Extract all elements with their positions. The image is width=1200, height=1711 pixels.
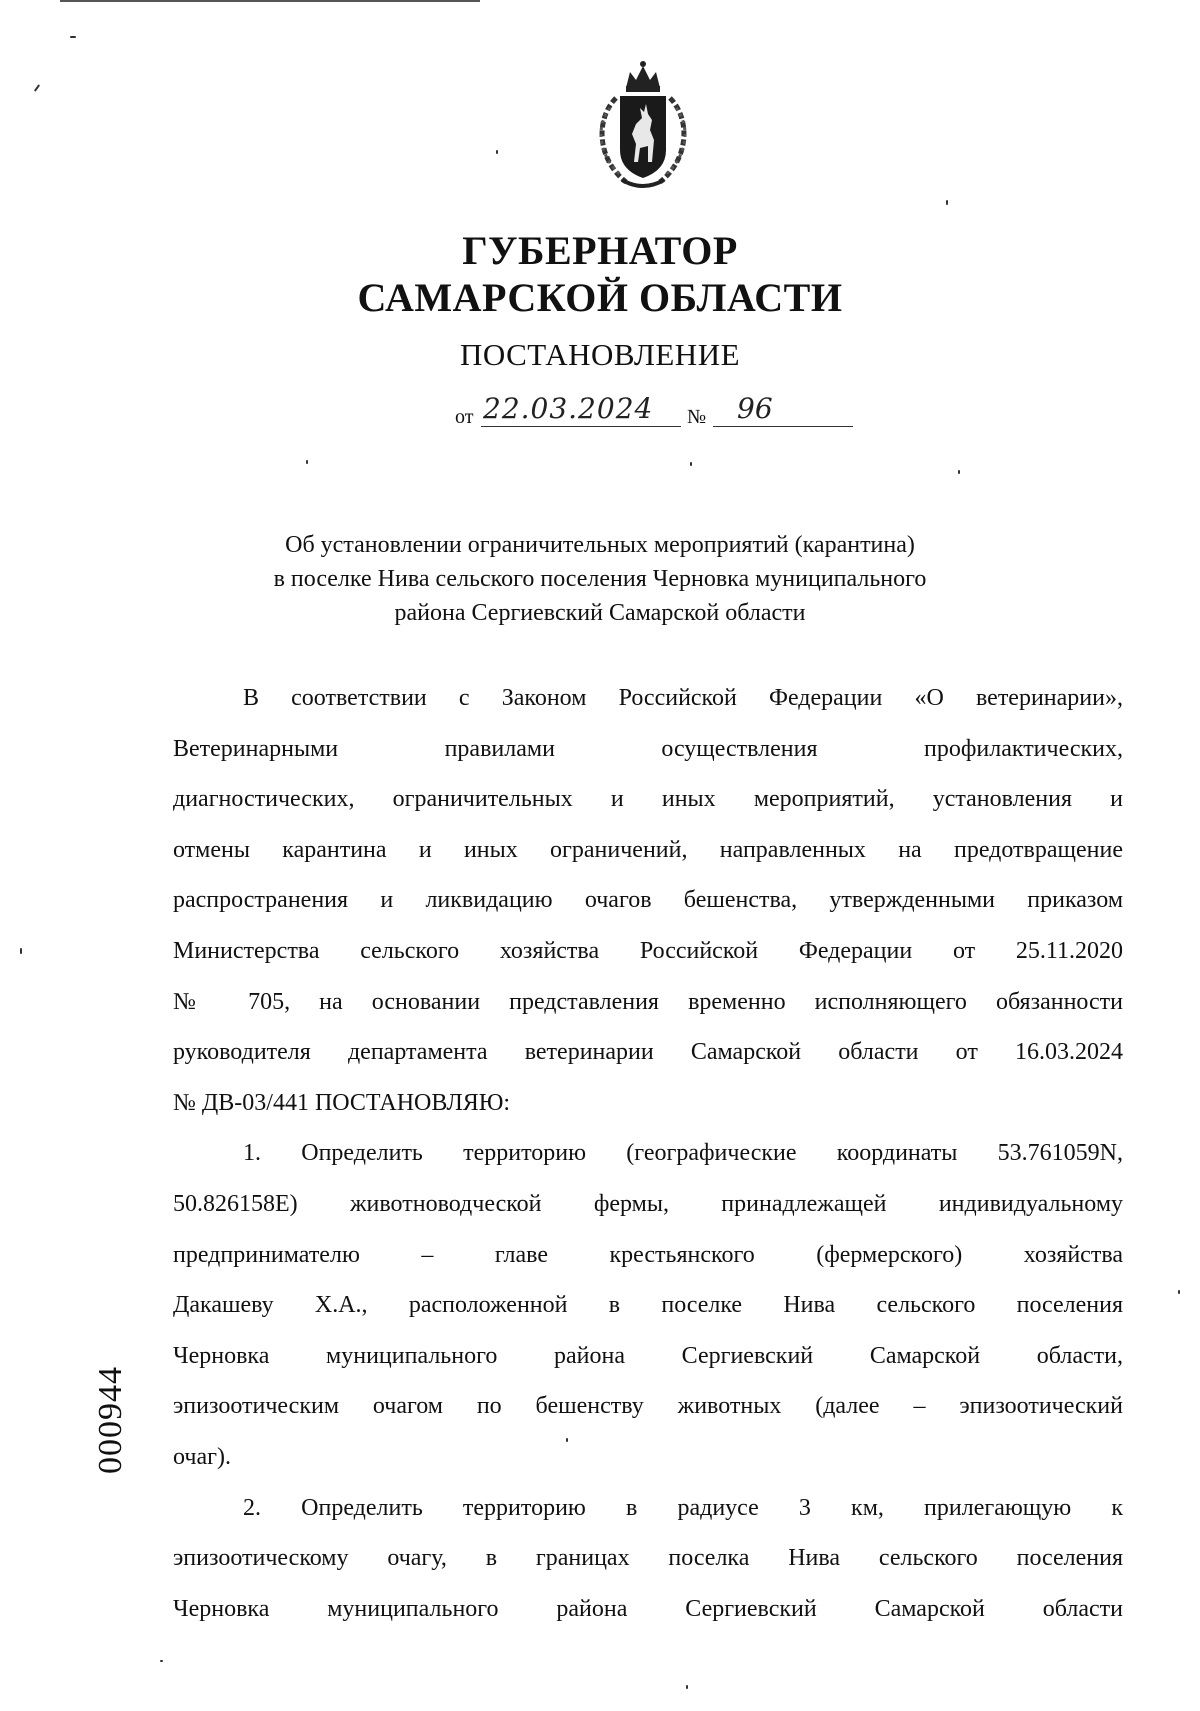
subject-line: Об установлении ограничительных мероприятий (карантина) <box>285 532 915 558</box>
body-line: распространения и ликвидацию очагов бешенства, утвержденными приказом <box>173 887 1123 914</box>
body-line: В соответствии с Законом Российской Федерации «О ветеринарии», <box>243 685 1123 711</box>
scan-speck <box>946 200 948 205</box>
date-number-line <box>455 392 855 432</box>
body-line: Министерства сельского хозяйства Российской Федерации от 25.11.2020 <box>173 937 1123 964</box>
scan-speck <box>20 948 22 954</box>
scan-speck <box>1178 1290 1180 1294</box>
body-line: Черновка муниципального района Сергиевский Самарской области <box>173 1595 1123 1622</box>
handwritten-date: 22.03.2024 <box>483 392 654 425</box>
body-line: предпринимателю – главе крестьянского (фермерского) хозяйства <box>173 1241 1123 1268</box>
body-line: эпизоотическому очагу, в границах поселка Нива сельского поселения <box>173 1545 1123 1572</box>
body-line: № 705, на основании представления временно исполняющего обязанности <box>173 988 1123 1015</box>
body-line: 50.826158E) животноводческой фермы, принадлежащей индивидуальному <box>173 1190 1123 1217</box>
margin-registration-number: 000944 <box>92 1366 129 1474</box>
body-line: № ДВ-03/441 ПОСТАНОВЛЯЮ: <box>173 1089 511 1116</box>
coat-of-arms-emblem <box>586 58 700 194</box>
scan-speck <box>496 150 498 154</box>
date-from-label: от <box>455 406 474 428</box>
scan-speck <box>34 84 40 92</box>
document-subject <box>0 528 1200 630</box>
issuer-title-line2: САМАРСКОЙ ОБЛАСТИ <box>357 275 843 320</box>
scan-speck <box>160 1660 163 1662</box>
handwritten-number: 96 <box>737 392 773 425</box>
body-line: 1. Определить территорию (географические координаты 53.761059N, <box>243 1140 1123 1167</box>
number-label: № <box>687 406 707 428</box>
document-type: ПОСТАНОВЛЕНИЕ <box>459 337 741 372</box>
scan-speck <box>690 462 692 466</box>
body-line: Ветеринарными правилами осуществления профилактических, <box>173 735 1123 762</box>
issuer-title-line1: ГУБЕРНАТОР <box>462 228 738 273</box>
body-line: очаг). <box>173 1443 231 1470</box>
scan-speck <box>306 460 308 464</box>
document-body <box>173 673 1123 1634</box>
scan-speck <box>70 36 76 38</box>
body-line: Черновка муниципального района Сергиевский Самарской области, <box>173 1342 1123 1369</box>
body-line: отмены карантина и иных ограничений, направленных на предотвращение <box>173 836 1123 863</box>
scan-speck <box>566 1438 568 1442</box>
number-underline <box>713 426 853 427</box>
body-line: 2. Определить территорию в радиусе 3 км, прилегающую к <box>243 1494 1123 1521</box>
body-line: руководителя департамента ветеринарии Самарской области от 16.03.2024 <box>173 1039 1123 1066</box>
scan-top-rule <box>60 0 480 2</box>
scan-speck <box>686 1685 688 1689</box>
date-underline <box>481 426 681 427</box>
body-line: Дакашеву Х.А., расположенной в поселке Нива сельского поселения <box>173 1292 1123 1319</box>
scan-speck <box>958 470 960 474</box>
body-line: диагностических, ограничительных и иных мероприятий, установления и <box>173 786 1123 813</box>
body-line: эпизоотическим очагом по бешенству животных (далее – эпизоотический <box>173 1393 1123 1420</box>
subject-line: района Сергиевский Самарской области <box>394 600 806 626</box>
subject-line: в поселке Нива сельского поселения Черновка муниципального <box>273 566 927 592</box>
